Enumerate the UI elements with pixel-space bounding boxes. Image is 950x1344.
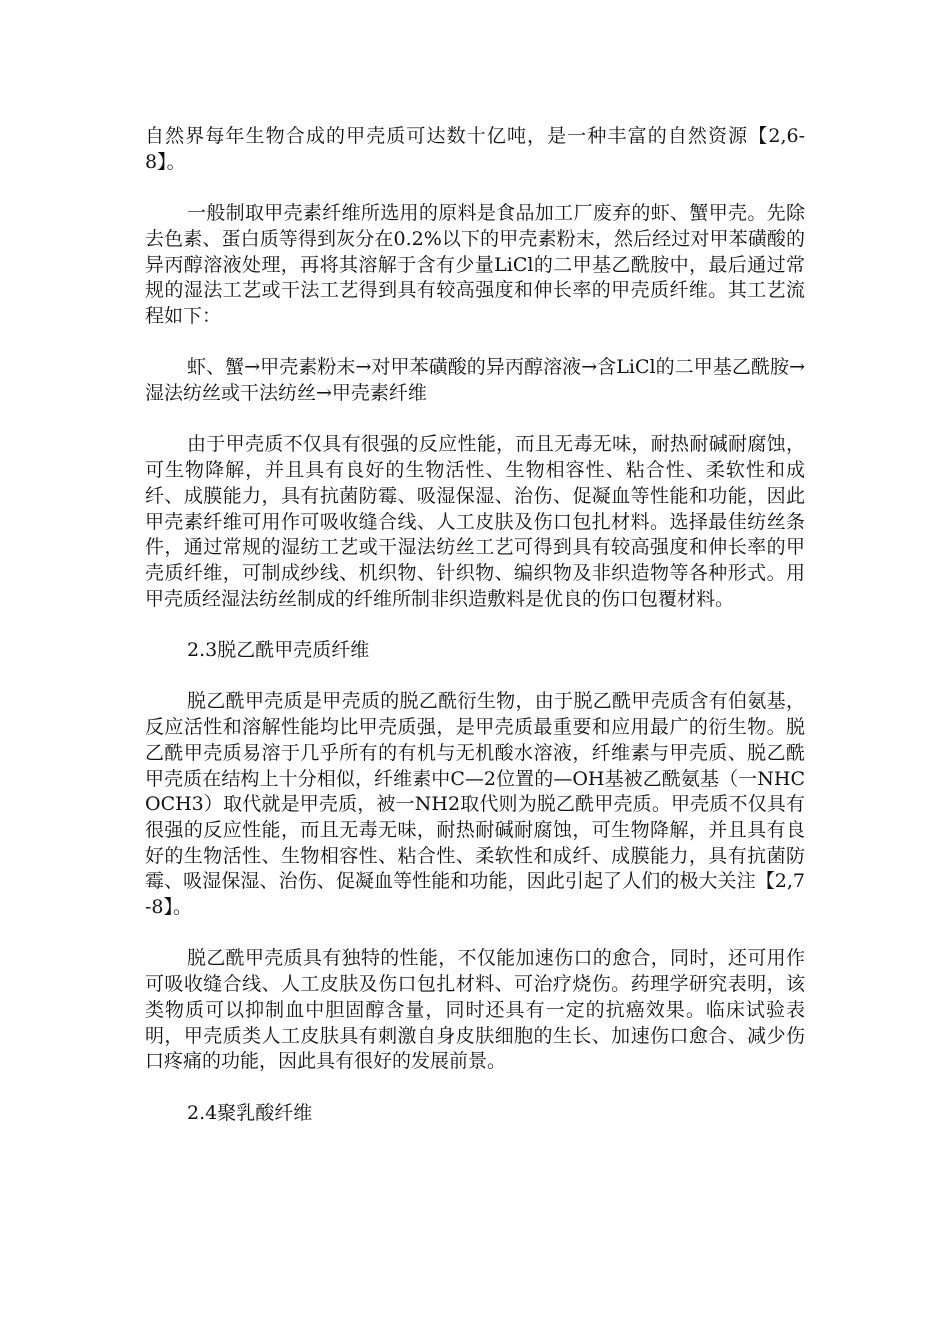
paragraph-process-flow: 虾、蟹→甲壳素粉末→对甲苯磺酸的异丙醇溶液→含LiCl的二甲基乙酰胺→湿法纺丝或干法纺丝→甲壳素纤维 xyxy=(145,356,805,404)
paragraph-chitin-properties: 由于甲壳质不仅具有很强的反应性能，而且无毒无味，耐热耐碱耐腐蚀，可生物降解，并且具有良好的生物活性、生物相容性、粘合性、柔软性和成纤、成膜能力，具有抗菌防霉、吸湿保湿、治伤、促凝血等性能和功能，因此甲壳素纤维可用作可吸收缝合线、人工皮肤及伤口包扎材料。选择最佳纺丝条件，通过常规的湿纺工艺或干湿法纺丝工艺可得到具有较高强度和伸长率的甲壳质纤维，可制成纱线、机织物、针织物、编织物及非织造物等各种形式。用甲壳质经湿法纺丝制成的纤维所制非织造敷料是优良的伤口包覆材料。 xyxy=(145,433,805,610)
document-body xyxy=(145,124,805,1152)
paragraph-resource-intro: 自然界每年生物合成的甲壳质可达数十亿吨，是一种丰富的自然资源【2,6-8】。 xyxy=(145,125,805,173)
paragraph-chitin-preparation: 一般制取甲壳素纤维所选用的原料是食品加工厂废弃的虾、蟹甲壳。先除去色素、蛋白质等得到灰分在0.2%以下的甲壳素粉末，然后经过对甲苯磺酸的异丙醇溶液处理，再将其溶解于含有少量LiCl的二甲基乙酰胺中，最后通过常规的湿法工艺或干法工艺得到具有较高强度和伸长率的甲壳质纤维。其工艺流程如下： xyxy=(145,202,805,327)
paragraph-chitosan-applications: 脱乙酰甲壳质具有独特的性能，不仅能加速伤口的愈合，同时，还可用作可吸收缝合线、人工皮肤及伤口包扎材料、可治疗烧伤。药理学研究表明，该类物质可以抑制血中胆固醇含量，同时还具有一定的抗癌效果。临床试验表明，甲壳质类人工皮肤具有刺激自身皮肤细胞的生长、加速伤口愈合、减少伤口疼痛的功能，因此具有很好的发展前景。 xyxy=(145,947,805,1073)
section-heading-2-4: 2.4聚乳酸纤维 xyxy=(187,1101,313,1124)
section-heading-2-3: 2.3脱乙酰甲壳质纤维 xyxy=(187,639,370,661)
paragraph-chitosan-definition: 脱乙酰甲壳质是甲壳质的脱乙酰衍生物，由于脱乙酰甲壳质含有伯氨基，反应活性和溶解性能均比甲壳质强，是甲壳质最重要和应用最广的衍生物。脱乙酰甲壳质易溶于几乎所有的有机与无机酸水溶液，纤维素与甲壳质、脱乙酰甲壳质在结构上十分相似，纤维素中C—2位置的—OH基被乙酰氨基（一NHCOCH3）取代就是甲壳质，被一NH2取代则为脱乙酰甲壳质。甲壳质不仅具有很强的反应性能，而且无毒无味，耐热耐碱耐腐蚀，可生物降解，并且具有良好的生物活性、生物相容性、粘合性、柔软性和成纤、成膜能力，具有抗菌防霉、吸湿保湿、治伤、促凝血等性能和功能，因此引起了人们的极大关注【2,7-8】。 xyxy=(145,690,805,919)
